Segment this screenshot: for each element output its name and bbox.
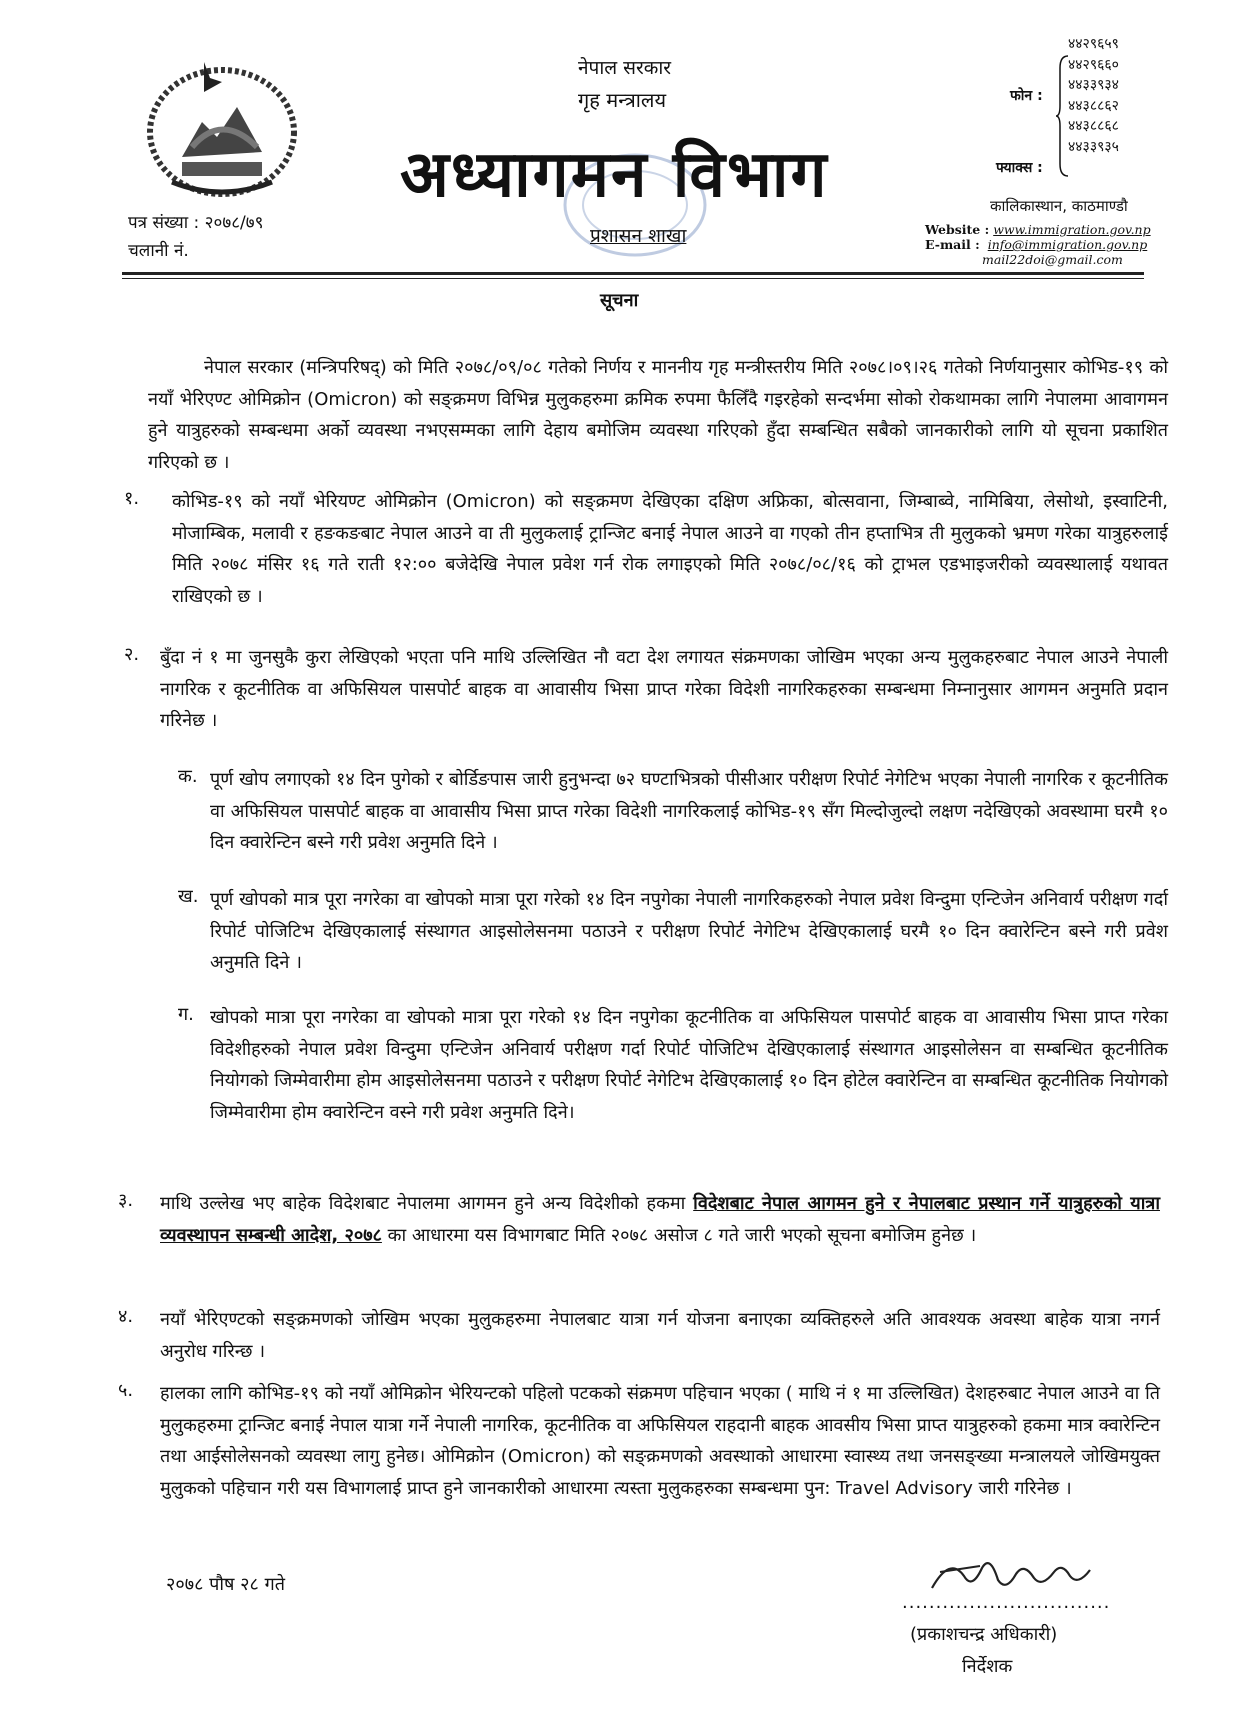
subitem-letter: ग. [178, 1004, 194, 1025]
notice-subitem-ga: खोपको मात्रा पूरा नगरेका वा खोपको मात्रा पूरा गरेको १४ दिन नपुगेका कूटनीतिक वा अफिसियल पासपोर्ट बाहक वा आवासीय भिसा प्राप्त गरेका विदेशीहरुको नेपाल प्रवेश विन्दुमा एन्टिजेन अनिवार्य परीक्षण गर्दा रिपोर्ट पोजिटिभ देखिएकालाई संस्थागत आइसोलेसन वा सम्बन्धित कूटनीतिक नियोगको जिम्मेवारीमा होम आइसोलेसनमा पठाउने र परीक्षण रिपोर्ट नेगेटिभ देखिएकालाई १० दिन होटेल क्वारेन्टिन वा सम्बन्धित कूटनीतिक नियोगको जिम्मेवारीमा होम क्वारेन्टिन वस्ने गरी प्रवेश अनुमति दिने। [210, 1007, 1168, 1123]
header-divider [122, 272, 1144, 275]
item-number: २. [124, 644, 140, 665]
item-3-text-after: का आधारमा यस विभागबाट मिति २०७८ असोज ८ गते जारी भएको सूचना बमोजिम हुनेछ । [381, 1224, 977, 1246]
letter-number: पत्र संख्या : २०७८/७९ [128, 213, 264, 233]
website-link[interactable]: www.immigration.gov.np [993, 222, 1151, 237]
intro-paragraph: नेपाल सरकार (मन्त्रिपरिषद्) को मिति २०७८/०९/०८ गतेको निर्णय र माननीय गृह मन्त्रीस्तरीय मिति २०७८।०९।२६ गतेको निर्णयानुसार कोभिड-१९ को नयाँ भेरिएण्ट ओमिक्रोन (Omicron) को सङ्क्रमण विभिन्न मुलुकहरुमा क्रमिक रुपमा फैलिँदै गइरहेको सन्दर्भमा सोको रोकथामका लागि नेपालमा आवागमन हुने यात्रुहरुको सम्बन्धमा अर्को व्यवस्था नभएसम्मका लागि देहाय बमोजिम व्यवस्था गरिएको हुँदा सम्बन्धित सबैको जानकारीको लागि यो सूचना प्रकाशित गरिएको छ । [148, 357, 1168, 473]
contact-number: ४४२९६५९ [1068, 36, 1119, 52]
item-number: ३. [118, 1190, 134, 1211]
ministry-name: गृह मन्त्रालय [578, 88, 667, 112]
travel-order-reference: विदेशबाट नेपाल आगमन हुने र नेपालबाट प्रस्थान गर्ने यात्रुहरुको यात्रा व्यवस्थापन सम्बन्धी आदेश, २०७८ [160, 1193, 1160, 1246]
branch-name: प्रशासन शाखा [590, 225, 687, 247]
signer-title: निर्देशक [962, 1656, 1013, 1677]
notice-title: सूचना [600, 290, 639, 311]
email-link-secondary[interactable]: mail22doi@gmail.com [982, 252, 1123, 267]
item-number: १. [124, 488, 140, 509]
government-name: नेपाल सरकार [578, 57, 672, 79]
email-label: E-mail : [925, 237, 980, 252]
notice-item-4: नयाँ भेरिएण्टको सङ्क्रमणको जोखिम भएका मुलुकहरुमा नेपालबाट यात्रा गर्न योजना बनाएका व्यक्तिहरुले अति आवश्यक अवस्था बाहेक यात्रा नगर्न अनुरोध गरिन्छ । [160, 1309, 1160, 1362]
website-label: Website : [925, 222, 990, 237]
notice-item-1: कोभिड-१९ को नयाँ भेरियण्ट ओमिक्रोन (Omicron) को सङ्क्रमण देखिएका दक्षिण अफ्रिका, बोत्सवाना, जिम्बाब्वे, नामिबिया, लेसोथो, इस्वाटिनी, मोजाम्बिक, मलावी र हङकङबाट नेपाल आउने वा ती मुलुकलाई ट्रान्जिट बनाई नेपाल आउने वा गएको तीन हप्ताभित्र ती मुलुकको भ्रमण गरेका यात्रुहरुलाई मिति २०७८ मंसिर १६ गते राती १२:०० बजेदेखि नेपाल प्रवेश गर्न रोक लगाइएको मिति २०७८/०८/१६ को ट्राभल एडभाइजरीको व्यवस्थालाई यथावत राखिएको छ । [172, 491, 1168, 607]
department-title: अध्यागमन विभाग [400, 138, 829, 212]
notice-item-5: हालका लागि कोभिड-१९ को नयाँ ओमिक्रोन भेरियन्टको पहिलो पटकको संक्रमण पहिचान भएका ( माथि नं १ मा उल्लिखित) देशहरुबाट नेपाल आउने वा ति मुलुकहरुमा ट्रान्जिट बनाई नेपाल यात्रा गर्ने नेपाली नागरिक, कूटनीतिक वा अफिसियल राहदानी बाहक आवसीय भिसा प्राप्त यात्रुहरुको हकमा मात्र क्वारेन्टिन तथा आईसोलेसनको व्यवस्था लागु हुनेछ। ओमिक्रोन (Omicron) को सङ्क्रमणको अवस्थाको आधारमा स्वास्थ्य तथा जनसङ्ख्या मन्त्रालयले जोखिमयुक्त मुलुकको पहिचान गरी यस विभागलाई प्राप्त हुने जानकारीको आधारमा त्यस्ता मुलुकहरुका सम्बन्धमा पुन: Travel Advisory जारी गरिनेछ । [160, 1383, 1160, 1499]
subitem-letter: क. [178, 766, 198, 787]
web-contacts [925, 222, 1151, 267]
contact-number: ४४२९६६० [1068, 56, 1119, 73]
subitem-letter: ख. [178, 886, 199, 907]
contact-number: ४४३८८६८ [1068, 118, 1119, 134]
signer-name: (प्रकाशचन्द्र अधिकारी) [910, 1624, 1058, 1645]
header-divider-thin [122, 278, 1144, 279]
contact-numbers [1068, 34, 1119, 157]
contact-number: ४४३३९३५ [1068, 138, 1119, 155]
contact-number: ४४३८८६२ [1068, 97, 1119, 114]
dispatch-number: चलानी नं. [128, 241, 189, 261]
contact-number: ४४३३९३४ [1068, 77, 1119, 93]
notice-item-2: बुँदा नं १ मा जुनसुकै कुरा लेखिएको भएता पनि माथि उल्लिखित नौ वटा देश लगायत संक्रमणका जोखिम भएका अन्य मुलुकहरुबाट नेपाल आउने नेपाली नागरिक र कूटनीतिक वा अफिसियल पासपोर्ट बाहक वा आवासीय भिसा प्राप्त गरेका विदेशी नागरिकहरुका सम्बन्धमा निम्नानुसार आगमन अनुमति प्रदान गरिनेछ । [160, 647, 1168, 731]
nepal-emblem-logo [142, 52, 302, 202]
notice-item-3 [160, 1188, 1160, 1251]
notice-subitem-ka: पूर्ण खोप लगाएको १४ दिन पुगेको र बोर्डिङपास जारी हुनुभन्दा ७२ घण्टाभित्रको पीसीआर परीक्षण रिपोर्ट नेगेटिभ भएका नेपाली नागरिक र कूटनीतिक वा अफिसियल पासपोर्ट बाहक वा आवासीय भिसा प्राप्त गरेका विदेशी नागरिकलाई कोभिड-१९ सँग मिल्दोजुल्दो लक्षण नदेखिएको अवस्थामा घरमै १० दिन क्वारेन्टिन बस्ने गरी प्रवेश अनुमति दिने । [210, 769, 1168, 853]
fax-label: फ्याक्स : [996, 160, 1043, 176]
notice-subitem-kha: पूर्ण खोपको मात्र पूरा नगरेका वा खोपको मात्रा पूरा गरेको १४ दिन नपुगेका नेपाली नागरिकहरुको नेपाल प्रवेश विन्दुमा एन्टिजेन अनिवार्य परीक्षण गर्दा रिपोर्ट पोजिटिभ देखिएकालाई संस्थागत आइसोलेसनमा पठाउने र परीक्षण रिपोर्ट नेगेटिभ देखिएकालाई घरमै १० दिन क्वारेन्टिन बस्ने गरी प्रवेश अनुमति दिने । [210, 889, 1168, 973]
signature-line: ............................... [902, 1592, 1111, 1613]
item-3-text-before: माथि उल्लेख भए बाहेक विदेशबाट नेपालमा आगमन हुने अन्य विदेशीको हकमा [160, 1193, 694, 1214]
office-address: कालिकास्थान, काठमाण्डौ [990, 197, 1128, 215]
item-number: ४. [118, 1306, 134, 1327]
notice-date: २०७८ पौष २८ गते [166, 1574, 286, 1595]
item-number: ५. [118, 1380, 134, 1401]
email-link[interactable]: info@immigration.gov.np [987, 237, 1148, 252]
phone-label: फोन : [1010, 88, 1043, 104]
